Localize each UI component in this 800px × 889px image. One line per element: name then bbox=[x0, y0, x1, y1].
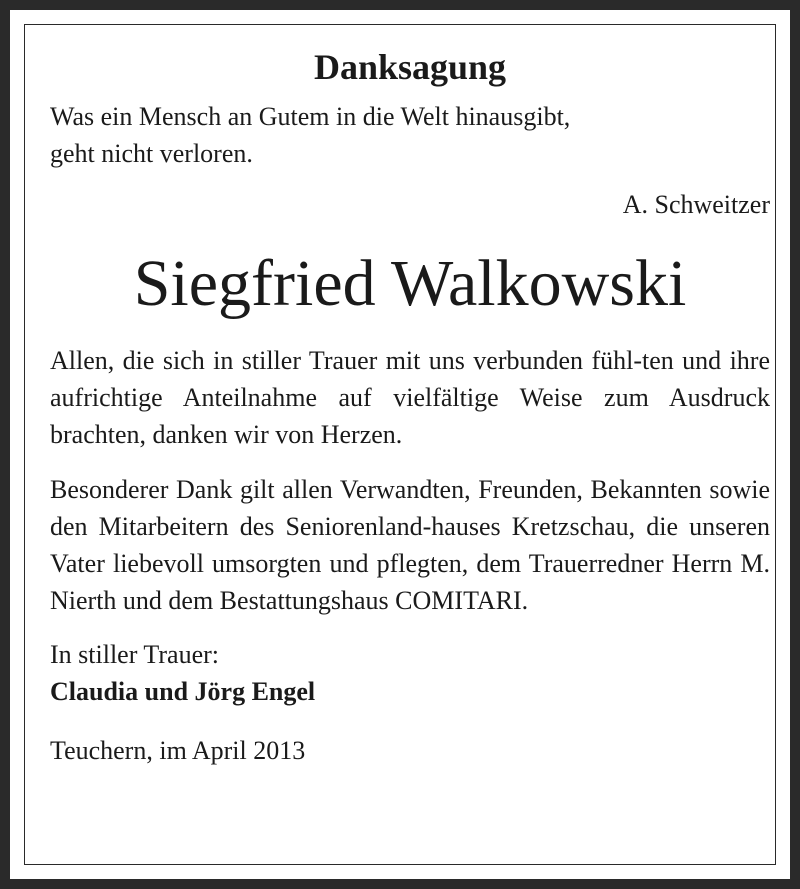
quote-line-1: Was ein Mensch an Gutem in die Welt hinausgibt, bbox=[50, 102, 571, 132]
notice-heading: Danksagung bbox=[313, 47, 507, 87]
quote-line-2: geht nicht verloren. bbox=[50, 139, 253, 169]
signature-intro: In stiller Trauer: bbox=[50, 640, 219, 670]
place-date: Teuchern, im April 2013 bbox=[50, 736, 306, 766]
thanks-paragraph-1: Allen, die sich in stiller Trauer mit uns verbunden fühl-ten und ihre aufrichtige Anteilnahme auf vielfältige Weise zum Ausdruck brachten, danken wir von Herzen. bbox=[50, 346, 770, 449]
signature-names: Claudia und Jörg Engel bbox=[50, 677, 316, 707]
notice-content bbox=[50, 40, 770, 770]
thanks-paragraph-2: Besonderer Dank gilt allen Verwandten, Freunden, Bekannten sowie den Mitarbeitern des Seniorenland-hauses Kretzschau, die unseren Vater liebevoll umsorgten und pflegten, dem Trauerredner Herrn M. Nierth und dem Bestattungshaus COMITARI. bbox=[50, 474, 770, 615]
deceased-name: Siegfried Walkowski bbox=[133, 246, 687, 320]
quote-author: A. Schweitzer bbox=[622, 190, 770, 219]
